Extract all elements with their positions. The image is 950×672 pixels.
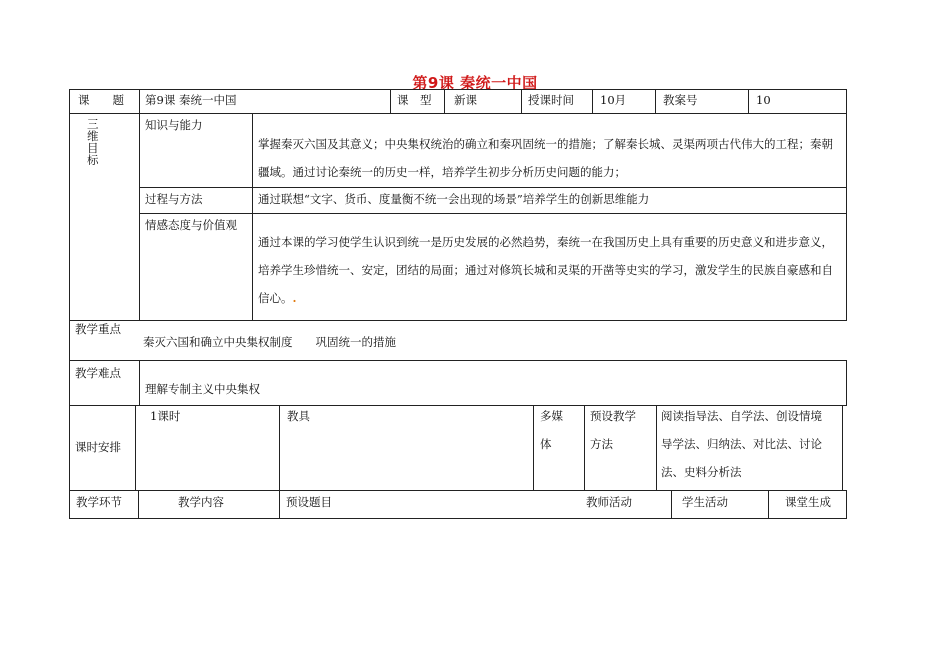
difficulties-text: 理解专制主义中央集权 — [145, 382, 260, 396]
col-class-generation: 课堂生成 — [785, 495, 831, 509]
col-teacher-activity: 教师活动 — [586, 495, 632, 509]
teaching-time-label: 授课时间 — [528, 93, 574, 107]
goals-label-char: 三 — [87, 117, 99, 131]
emotion-text-block — [258, 228, 840, 312]
col-teaching-stage: 教学环节 — [76, 495, 122, 509]
key-points-label: 教学重点 — [75, 322, 121, 336]
multimedia-line: 体 — [540, 437, 552, 451]
knowledge-label: 知识与能力 — [145, 118, 203, 132]
knowledge-text: 掌握秦灭六国及其意义；中央集权统治的确立和秦巩固统一的措施；了解秦长城、灵渠两项古代伟大的工程；秦朝疆域。通过讨论秦统一的历史一样，培养学生初步分析历史问题的能力； — [258, 137, 833, 179]
process-label: 过程与方法 — [145, 192, 203, 206]
topic-label: 课 题 — [78, 93, 124, 107]
methods-line: 导学法、归纳法、对比法、讨论 — [661, 437, 822, 451]
col-preview-questions: 预设题目 — [286, 495, 332, 509]
methods-line: 法、史料分析法 — [661, 465, 742, 479]
lesson-type-value: 新课 — [454, 93, 477, 107]
document-title: 第9课 秦统一中国 — [412, 74, 538, 92]
col-student-activity: 学生活动 — [682, 495, 728, 509]
goals-label-char: 目 — [87, 141, 99, 155]
lesson-type-label: 课 型 — [397, 93, 432, 107]
key-points-text: 秦灭六国和确立中央集权制度 巩固统一的措施 — [143, 335, 396, 349]
teaching-tools-label: 教具 — [287, 409, 310, 423]
emotion-label: 情感态度与价值观 — [145, 218, 237, 232]
goals-label-char: 维 — [87, 129, 99, 143]
class-hours: 1课时 — [150, 409, 181, 423]
topic-value: 第9课 秦统一中国 — [145, 93, 237, 107]
col-teaching-content: 教学内容 — [178, 495, 224, 509]
methods-label-line: 预设教学 — [590, 409, 636, 423]
teaching-time-value: 10月 — [600, 93, 627, 107]
process-text: 通过联想“文字、货币、度量衡不统一会出现的场景”培养学生的创新思维能力 — [258, 192, 650, 206]
emotion-mark: . — [292, 291, 297, 305]
plan-number-label: 教案号 — [663, 93, 698, 107]
schedule-label: 课时安排 — [75, 440, 121, 454]
difficulties-label: 教学难点 — [75, 366, 121, 380]
multimedia-line: 多媒 — [540, 409, 563, 423]
emotion-text: 通过本课的学习使学生认识到统一是历史发展的必然趋势，秦统一在我国历史上具有重要的历史意义和进步意义，培养学生珍惜统一、安定，团结的局面；通过对修筑长城和灵渠的开凿等史实的学习，激发学生的民族自豪感和自信心。 — [258, 235, 833, 305]
plan-number-value: 10 — [756, 93, 771, 107]
methods-line: 阅读指导法、自学法、创设情境 — [661, 409, 822, 423]
methods-label-line: 方法 — [590, 437, 613, 451]
goals-label-char: 标 — [87, 153, 99, 167]
